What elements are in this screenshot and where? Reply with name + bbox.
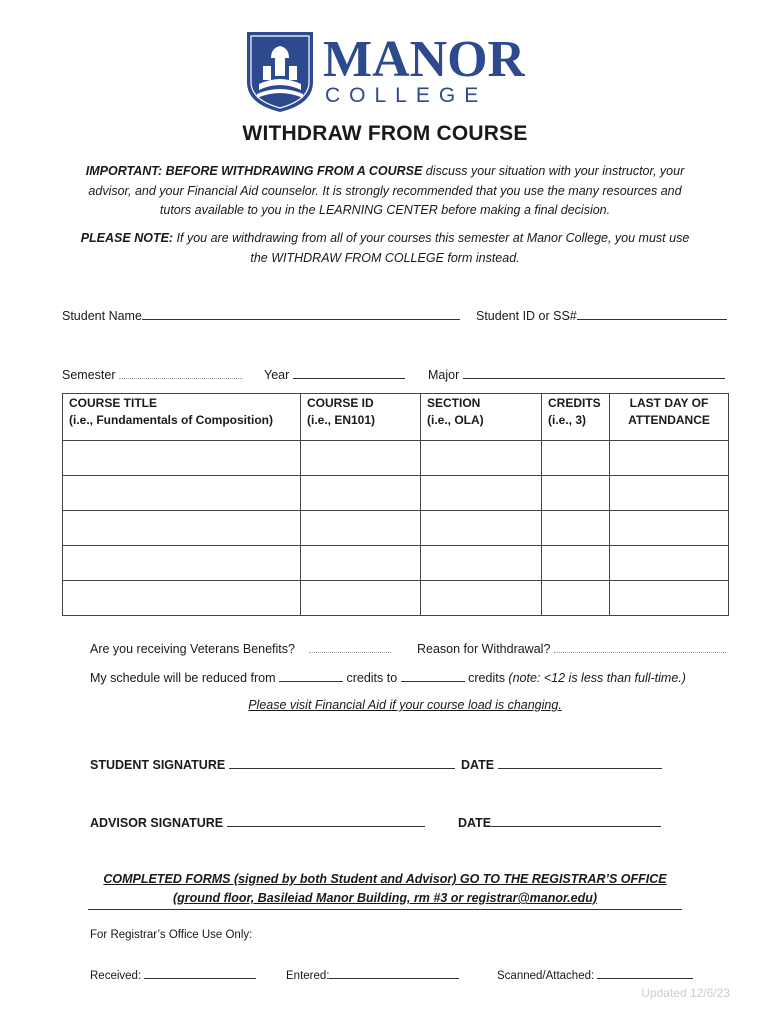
advisor-date-field[interactable] xyxy=(491,814,661,827)
table-cell[interactable] xyxy=(63,546,301,581)
student-date-row xyxy=(461,756,662,772)
schedule-text-c: credits xyxy=(464,671,509,685)
header-credits: CREDITS (i.e., 3) xyxy=(542,394,610,441)
reason-row xyxy=(417,640,726,656)
logo-graphic xyxy=(245,28,525,114)
veterans-row xyxy=(90,640,391,656)
note-paragraph xyxy=(80,229,690,268)
office-use-label: For Registrar’s Office Use Only: xyxy=(90,929,253,941)
table-row xyxy=(63,511,729,546)
table-cell[interactable] xyxy=(421,441,542,476)
table-cell[interactable] xyxy=(421,476,542,511)
financial-aid-note: Please visit Financial Aid if your course load is changing. xyxy=(248,698,562,712)
entered-field[interactable] xyxy=(329,966,459,979)
important-paragraph xyxy=(80,162,690,221)
advisor-signature-row xyxy=(90,814,425,830)
table-cell[interactable] xyxy=(63,511,301,546)
major-label: Major xyxy=(428,368,460,382)
table-cell[interactable] xyxy=(301,441,421,476)
course-table xyxy=(62,393,729,616)
table-cell[interactable] xyxy=(542,476,610,511)
table-cell[interactable] xyxy=(542,511,610,546)
table-cell[interactable] xyxy=(610,441,729,476)
student-name-label: Student Name xyxy=(62,309,142,323)
received-row xyxy=(90,966,256,982)
veterans-label: Are you receiving Veterans Benefits? xyxy=(90,642,295,656)
table-cell[interactable] xyxy=(610,581,729,616)
table-cell[interactable] xyxy=(421,511,542,546)
table-cell[interactable] xyxy=(610,546,729,581)
scanned-row xyxy=(497,966,693,982)
advisor-signature-label: ADVISOR SIGNATURE xyxy=(90,816,224,830)
table-cell[interactable] xyxy=(63,581,301,616)
table-cell[interactable] xyxy=(542,441,610,476)
student-id-label: Student ID or SS# xyxy=(476,309,577,323)
table-cell[interactable] xyxy=(542,546,610,581)
header-section: SECTION (i.e., OLA) xyxy=(421,394,542,441)
schedule-text-b: credits to xyxy=(342,671,401,685)
advisor-signature-field[interactable] xyxy=(227,814,425,827)
student-signature-label: STUDENT SIGNATURE xyxy=(90,758,226,772)
table-cell[interactable] xyxy=(301,476,421,511)
scanned-field[interactable] xyxy=(597,966,693,979)
important-label: IMPORTANT: BEFORE WITHDRAWING FROM A COURSE xyxy=(85,164,423,178)
from-credits-field[interactable] xyxy=(279,669,343,682)
table-cell[interactable] xyxy=(610,476,729,511)
advisor-date-label: DATE xyxy=(458,816,492,830)
reason-label: Reason for Withdrawal? xyxy=(417,642,551,656)
student-id-row xyxy=(476,307,727,323)
schedule-note: (note: <12 is less than full-time.) xyxy=(508,671,686,685)
student-date-field[interactable] xyxy=(498,756,662,769)
logo-word: MANOR xyxy=(323,31,525,88)
table-row xyxy=(63,546,729,581)
received-field[interactable] xyxy=(144,966,256,979)
semester-field[interactable] xyxy=(119,366,243,379)
completed-forms-line1: COMPLETED FORMS (signed by both Student and Advisor) GO TO THE REGISTRAR’S OFFICE xyxy=(103,872,667,886)
table-header-row xyxy=(63,394,729,441)
divider xyxy=(88,909,682,910)
table-row xyxy=(63,476,729,511)
to-credits-field[interactable] xyxy=(401,669,465,682)
header-last-day: LAST DAY OF ATTENDANCE xyxy=(610,394,729,441)
note-text: If you are withdrawing from all of your courses this semester at Manor College, you must use the WITHDRAW FROM COLLEGE form instead. xyxy=(173,231,690,265)
entered-label: Entered: xyxy=(286,970,330,982)
table-cell[interactable] xyxy=(301,581,421,616)
table-row xyxy=(63,581,729,616)
table-row xyxy=(63,441,729,476)
schedule-text-a: My schedule will be reduced from xyxy=(90,671,279,685)
table-cell[interactable] xyxy=(421,546,542,581)
table-cell[interactable] xyxy=(421,581,542,616)
student-name-field[interactable] xyxy=(142,307,460,320)
student-date-label: DATE xyxy=(461,758,495,772)
updated-date: Updated 12/6/23 xyxy=(641,986,730,1000)
veterans-field[interactable] xyxy=(309,640,391,653)
table-cell[interactable] xyxy=(63,476,301,511)
table-cell[interactable] xyxy=(63,441,301,476)
advisor-date-row xyxy=(458,814,661,830)
table-cell[interactable] xyxy=(301,546,421,581)
student-signature-field[interactable] xyxy=(229,756,455,769)
table-cell[interactable] xyxy=(610,511,729,546)
header-course-id: COURSE ID (i.e., EN101) xyxy=(301,394,421,441)
received-label: Received: xyxy=(90,970,142,982)
year-field[interactable] xyxy=(293,366,405,379)
manor-college-logo xyxy=(245,28,525,114)
schedule-row xyxy=(90,669,686,685)
year-label: Year xyxy=(264,368,290,382)
logo-subword: COLLEGE xyxy=(325,84,488,107)
scanned-label: Scanned/Attached: xyxy=(497,970,595,982)
student-signature-row xyxy=(90,756,455,772)
major-field[interactable] xyxy=(463,366,725,379)
semester-row xyxy=(62,366,243,382)
year-row xyxy=(264,366,405,382)
student-id-field[interactable] xyxy=(577,307,727,320)
page-title: WITHDRAW FROM COURSE xyxy=(242,122,528,145)
major-row xyxy=(428,366,725,382)
student-name-row xyxy=(62,307,460,323)
table-cell[interactable] xyxy=(542,581,610,616)
reason-field[interactable] xyxy=(554,640,726,653)
entered-row xyxy=(286,966,459,982)
important-text: discuss your situation with your instructor, your advisor, and your Financial Aid counselor. It is strongly recommended that you use the many resources and tutors available to you in the LEARNING CENTER before making a final decision. xyxy=(88,164,685,217)
completed-forms-line2: (ground floor, Basileiad Manor Building, rm #3 or registrar@manor.edu) xyxy=(172,891,598,905)
header-course-title: COURSE TITLE (i.e., Fundamentals of Composition) xyxy=(63,394,301,441)
semester-label: Semester xyxy=(62,368,116,382)
table-cell[interactable] xyxy=(301,511,421,546)
note-label: PLEASE NOTE: xyxy=(80,231,174,245)
